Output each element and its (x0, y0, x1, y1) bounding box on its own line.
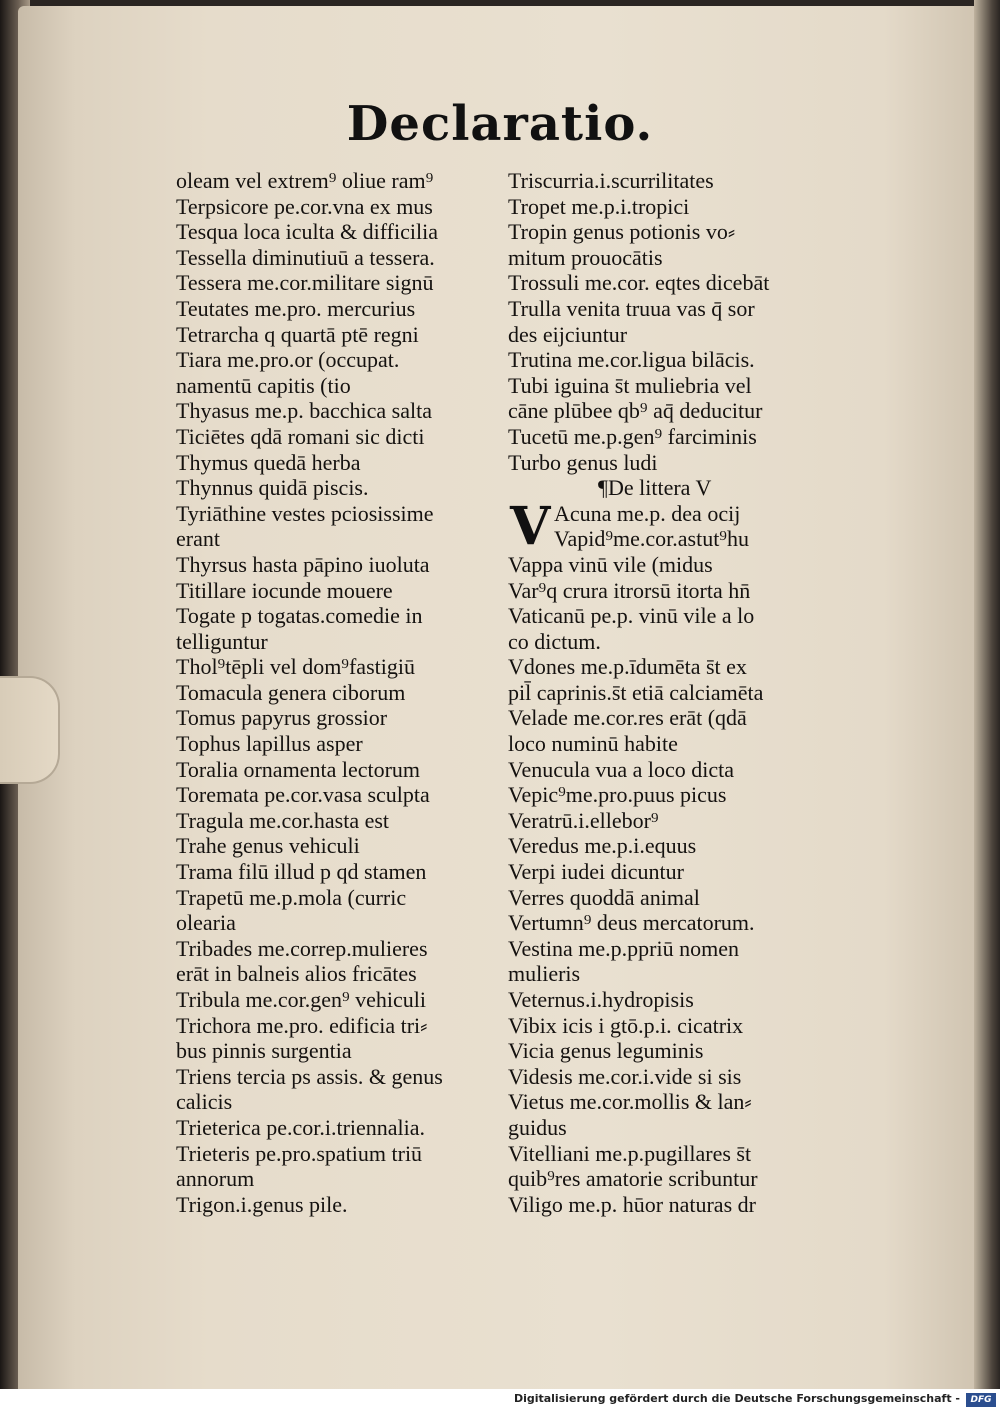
entry-line: Trichora me.pro. edificia tri⸗ (176, 1012, 428, 1038)
entry-line: Trossuli me.cor. eqtes dicebāt (508, 270, 770, 296)
entry-line: Toremata pe.cor.vasa sculpta (176, 782, 430, 808)
entry-line: namentū capitis (tio (176, 372, 351, 398)
entry-line: Venucula vua a loco dicta (508, 756, 735, 782)
entry-line: Trieteris pe.pro.spatium triū (176, 1140, 423, 1166)
footer-bar (0, 1389, 1000, 1411)
entry-line: Verres quoddā animal (508, 884, 700, 910)
entry-line: Vietus me.cor.mollis & lan⸗ (508, 1089, 752, 1115)
drop-cap-letter: V (510, 495, 551, 557)
entry-line: Tragula me.cor.hasta est (176, 807, 390, 833)
entry-line: Trigon.i.genus pile. (176, 1191, 348, 1217)
entry-line: Thol⁹tēpli vel dom⁹fastigiū (176, 654, 415, 680)
entry-line: Trahe genus vehiculi (176, 833, 360, 859)
entry-line: Tomacula genera ciborum (176, 679, 406, 705)
page-heading: Declaratio. (346, 96, 654, 152)
entry-line: Vdones me.p.īdumēta s̄t ex (508, 654, 747, 680)
entry-line: Turbo genus ludi (508, 449, 658, 475)
entry-line: Vapid⁹me.cor.astut⁹hu (554, 526, 749, 552)
drop-cap-block (508, 495, 838, 557)
entry-line: Tropet me.p.i.tropici (508, 193, 690, 219)
entry-line: Thyasus me.p. bacchica salta (176, 398, 432, 424)
entry-line: loco numinū habite (508, 731, 678, 757)
entry-line: calicis (176, 1089, 233, 1115)
entry-line: Tribades me.correp.mulieres (176, 935, 428, 961)
entry-line: Trutina me.cor.ligua bilācis. (508, 347, 755, 373)
entry-line: annorum (176, 1166, 255, 1192)
entry-line: Tetrarcha q quartā ptē regni (176, 321, 419, 347)
entry-line: mitum prouocātis (508, 244, 663, 270)
entry-line: Tesqua loca iculta & difficilia (176, 219, 438, 245)
entry-line: Tropin genus potionis vo⸗ (508, 219, 736, 245)
entry-line: Veratrū.i.ellebor⁹ (508, 807, 659, 833)
entry-line: Vappa vinū vile (midus (508, 551, 713, 577)
entry-line: des eijciuntur (508, 321, 628, 347)
entry-line: telliguntur (176, 628, 268, 654)
right-column-bottom (508, 552, 838, 1217)
entry-line: erāt in balneis alios fricātes (176, 961, 417, 987)
entry-line: Thyrsus hasta pāpino iuoluta (176, 551, 430, 577)
entry-line: Tiara me.pro.or (occupat. (176, 347, 400, 373)
entry-line: Tyriāthine vestes pciosissime (176, 500, 434, 526)
entry-line: Vertumn⁹ deus mercatorum. (508, 910, 755, 936)
entry-line: guidus (508, 1114, 567, 1140)
entry-line: pil̄ caprinis.s̄t etiā calciamēta (508, 679, 764, 705)
entry-line: Velade me.cor.res erāt (qdā (508, 705, 747, 731)
entry-line: Vitelliani me.p.pugillares s̄t (508, 1140, 752, 1166)
entry-line: Titillare iocunde mouere (176, 577, 393, 603)
entry-line: Triens tercia ps assis. & genus (176, 1063, 443, 1089)
entry-line: Ticiētes qdā romani sic dicti (176, 423, 425, 449)
entry-line: Vepic⁹me.pro.puus picus (508, 782, 727, 808)
entry-line: Acuna me.p. dea ocij (554, 500, 741, 526)
entry-line: Trulla venita truua vas q̄ sor (508, 295, 755, 321)
entry-line: Veternus.i.hydropisis (508, 987, 694, 1012)
entry-line: Tessera me.cor.militare signū (176, 270, 434, 296)
entry-line: Teutates me.pro. mercurius (176, 295, 416, 321)
right-column-top (508, 168, 838, 475)
entry-line: Viligo me.p. hūor naturas dr (508, 1191, 756, 1217)
entry-line: Vestina me.p.ppriū nomen (508, 935, 739, 961)
entry-line: Vibix icis i gtō.p.i. cicatrix (508, 1012, 744, 1038)
entry-line: bus pinnis surgentia (176, 1038, 352, 1064)
entry-line: cāne plūbee qb⁹ aq̄ deducitur (508, 398, 763, 424)
entry-line: mulieris (508, 961, 581, 987)
entry-line: Tribula me.cor.gen⁹ vehiculi (176, 987, 427, 1012)
entry-line: Var⁹q crura itrorsū itorta hn̄ (508, 577, 751, 603)
entry-line: erant (176, 526, 220, 552)
entry-line: Toralia ornamenta lectorum (176, 756, 421, 782)
entry-line: Tomus papyrus grossior (176, 705, 388, 731)
entry-line: co dictum. (508, 628, 601, 654)
entry-line: Trieterica pe.cor.i.triennalia. (176, 1114, 426, 1140)
dfg-logo: DFG (966, 1393, 996, 1407)
entry-line: Terpsicore pe.cor.vna ex mus (176, 193, 433, 219)
entry-line: Triscurria.i.scurrilitates (508, 168, 714, 193)
entry-line: olearia (176, 910, 236, 936)
entry-line: Thynnus quidā piscis. (176, 475, 369, 501)
left-column (176, 168, 506, 1217)
entry-line: Thymus quedā herba (176, 449, 361, 475)
entry-line: Tophus lapillus asper (176, 731, 363, 757)
entry-line: Vicia genus leguminis (508, 1038, 704, 1064)
binding-tab (0, 676, 60, 784)
entry-line: Videsis me.cor.i.vide si sis (508, 1063, 742, 1089)
entry-line: Tucetū me.p.gen⁹ farciminis (508, 423, 757, 449)
entry-line: Vaticanū pe.p. vinū vile a lo (508, 603, 755, 629)
entry-line: Trapetū me.p.mola (curric (176, 884, 407, 910)
entry-line: Verpi iudei dicuntur (508, 859, 684, 885)
right-column (508, 168, 838, 1217)
footer-credit: Digitalisierung gefördert durch die Deutsche Forschungsgemeinschaft - (513, 1392, 960, 1405)
drop-cap-lines (508, 495, 838, 557)
entry-line: quib⁹res amatorie scribuntur (508, 1166, 758, 1192)
entry-line: Tessella diminutiuū a tessera. (176, 244, 435, 270)
entry-line: Veredus me.p.i.equus (508, 833, 697, 859)
section-heading: ¶De littera V (598, 475, 712, 501)
entry-line: Tubi iguina s̄t muliebria vel (508, 372, 752, 398)
entry-line: oleam vel extrem⁹ oliue ram⁹ (176, 168, 434, 193)
entry-line: Togate p togatas.comedie in (176, 603, 423, 629)
book-edge-right (974, 0, 1000, 1389)
entry-line: Trama filū illud p qd stamen (176, 859, 427, 885)
